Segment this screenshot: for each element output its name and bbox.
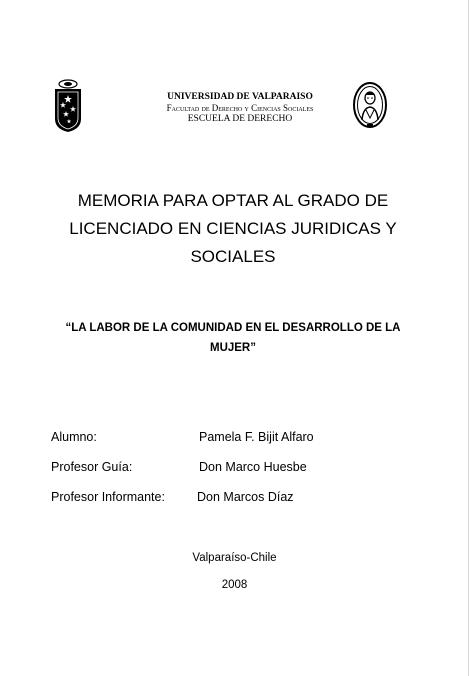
advisor-name: Don Marco Huesbe bbox=[199, 460, 307, 474]
degree-title-line: SOCIALES bbox=[190, 247, 276, 266]
degree-title bbox=[40, 187, 426, 271]
student-label: Alumno: bbox=[51, 430, 97, 444]
faculty-emblem-icon bbox=[350, 80, 390, 130]
year: 2008 bbox=[221, 579, 248, 591]
school-name: ESCUELA DE DERECHO bbox=[187, 114, 293, 124]
reviewer-label: Profesor Informante: bbox=[51, 490, 165, 504]
institution-header bbox=[120, 92, 360, 125]
university-name: UNIVERSIDAD DE VALPARAISO bbox=[167, 92, 313, 102]
reviewer-name: Don Marcos Díaz bbox=[197, 490, 294, 504]
student-name: Pamela F. Bijit Alfaro bbox=[199, 430, 314, 444]
thesis-title: “LA LABOR DE LA COMUNIDAD EN EL DESARROLLO DE LA MUJER” bbox=[65, 322, 401, 354]
degree-title-line: MEMORIA PARA OPTAR AL GRADO DE bbox=[77, 191, 389, 210]
university-shield-icon bbox=[52, 79, 84, 133]
faculty-name: Facultad de Derecho y Ciencias Sociales bbox=[166, 103, 314, 113]
place: Valparaíso-Chile bbox=[192, 552, 277, 564]
advisor-label: Profesor Guía: bbox=[51, 460, 133, 474]
degree-title-line: LICENCIADO EN CIENCIAS JURIDICAS Y bbox=[69, 219, 397, 238]
